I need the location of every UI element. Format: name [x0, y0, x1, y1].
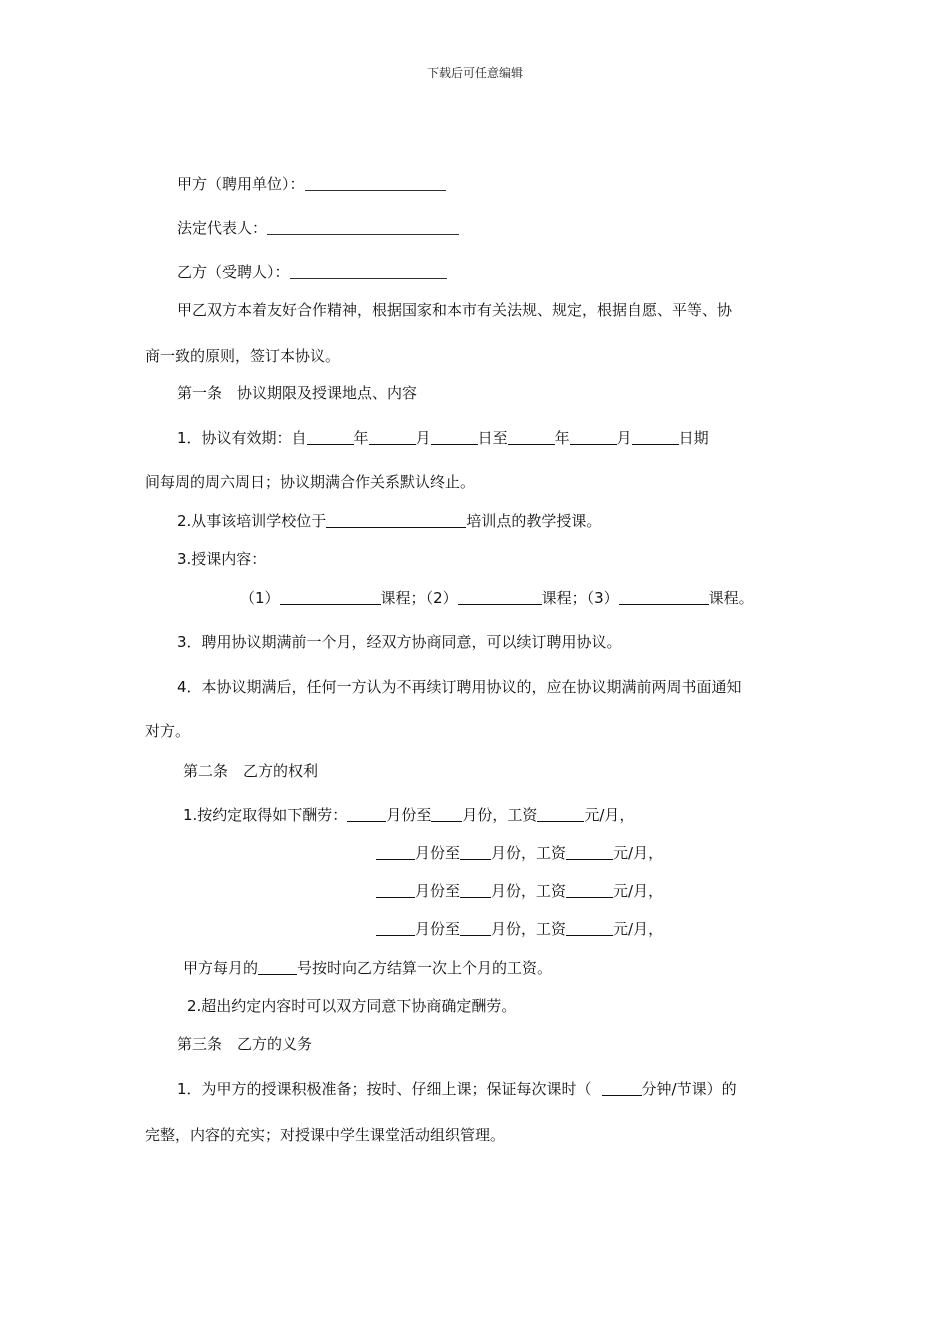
party-a-blank[interactable] — [305, 174, 446, 191]
pay-3-salary-blank[interactable] — [566, 881, 613, 898]
pay-row-4 — [376, 919, 663, 939]
location-line — [177, 511, 601, 531]
course-1-label: （1） — [240, 589, 280, 607]
legal-rep-line — [177, 218, 459, 238]
article3-title: 第三条 乙方的义务 — [177, 1035, 313, 1053]
course-2-label: （2） — [425, 589, 458, 607]
pay-4-salary-blank[interactable] — [566, 919, 613, 936]
party-a-line — [177, 174, 446, 194]
pay-row-2 — [376, 843, 663, 863]
content-label: 3.授课内容： — [177, 550, 267, 568]
renew-clause: 3．聘用协议期满前一个月，经双方协商同意，可以续订聘用协议。 — [177, 633, 622, 651]
duty-prefix: 1．为甲方的授课积极准备；按时、仔细上课；保证每次课时（ — [177, 1080, 592, 1098]
pay-4-from-blank[interactable] — [376, 919, 415, 936]
pay-2-from-label: 月份至 — [415, 844, 461, 862]
duty-suffix: 分钟/节课）的 — [641, 1080, 737, 1098]
minutes-blank[interactable] — [602, 1079, 642, 1096]
party-b-label: 乙方（受聘人）： — [177, 263, 290, 281]
year-label-1: 年 — [353, 429, 369, 447]
pay-2-unit: 元/月， — [613, 844, 664, 862]
start-year-blank[interactable] — [307, 428, 354, 445]
pay-2-from-blank[interactable] — [376, 843, 415, 860]
pay-3-unit: 元/月， — [613, 882, 664, 900]
pay-4-to-blank[interactable] — [460, 919, 491, 936]
duty-line-2: 完整，内容的充实；对授课中学生课堂活动组织管理。 — [145, 1126, 506, 1144]
pay-4-unit: 元/月， — [613, 920, 664, 938]
course-3-label: （3） — [586, 589, 619, 607]
settle-day-blank[interactable] — [258, 958, 297, 975]
pay-1-salary-blank[interactable] — [537, 805, 584, 822]
pay-2-to-blank[interactable] — [460, 843, 491, 860]
month-label-2: 月 — [616, 429, 632, 447]
party-a-label: 甲方（聘用单位）： — [177, 175, 305, 193]
course-1-blank[interactable] — [280, 588, 381, 605]
pay-1-to-label: 月份，工资 — [462, 806, 538, 824]
month-label-1: 月 — [415, 429, 431, 447]
legal-rep-label: 法定代表人： — [177, 219, 268, 237]
intro-line-2: 商一致的原则，签订本协议。 — [145, 347, 341, 365]
day-label-2: 日期 — [678, 429, 709, 447]
party-b-blank[interactable] — [290, 262, 447, 279]
extra-pay-clause: 2.超出约定内容时可以双方同意下协商确定酬劳。 — [187, 997, 517, 1015]
term-prefix: 1．协议有效期：自 — [177, 429, 307, 447]
pay-3-to-blank[interactable] — [460, 881, 491, 898]
end-day-blank[interactable] — [632, 428, 679, 445]
pay-3-from-blank[interactable] — [376, 881, 415, 898]
pay-3-from-label: 月份至 — [415, 882, 461, 900]
legal-rep-blank[interactable] — [267, 218, 459, 235]
end-year-blank[interactable] — [508, 428, 555, 445]
pay-2-to-label: 月份，工资 — [491, 844, 567, 862]
end-month-blank[interactable] — [570, 428, 617, 445]
notice-line-1: 4．本协议期满后，任何一方认为不再续订聘用协议的，应在协议期满前两周书面通知 — [177, 678, 742, 696]
pay-4-from-label: 月份至 — [415, 920, 461, 938]
pay-row-3 — [376, 881, 663, 901]
term-line — [177, 428, 709, 448]
settle-prefix: 甲方每月的 — [183, 959, 259, 977]
course-3-suffix: 课程。 — [708, 589, 754, 607]
page-header: 下载后可任意编辑 — [426, 66, 523, 80]
location-prefix: 2.从事该培训学校位于 — [177, 512, 327, 530]
course-2-blank[interactable] — [458, 588, 542, 605]
intro-line-1: 甲乙双方本着友好合作精神，根据国家和本市有关法规、规定，根据自愿、平等、协 — [177, 301, 733, 319]
pay-row-1 — [183, 805, 634, 825]
pay-1-from-label: 月份至 — [386, 806, 432, 824]
pay-prefix: 1.按约定取得如下酬劳： — [183, 806, 348, 824]
day-label-1: 日至 — [477, 429, 508, 447]
pay-1-to-blank[interactable] — [431, 805, 462, 822]
course-3-blank[interactable] — [619, 588, 709, 605]
pay-4-to-label: 月份，工资 — [491, 920, 567, 938]
article2-title: 第二条 乙方的权利 — [183, 762, 319, 780]
settle-suffix: 号按时向乙方结算一次上个月的工资。 — [297, 959, 553, 977]
pay-3-to-label: 月份，工资 — [491, 882, 567, 900]
location-blank[interactable] — [326, 511, 466, 528]
notice-line-2: 对方。 — [145, 722, 191, 740]
party-b-line — [177, 262, 447, 282]
start-day-blank[interactable] — [431, 428, 478, 445]
pay-1-unit: 元/月， — [584, 806, 635, 824]
courses-line — [240, 588, 754, 608]
pay-1-from-blank[interactable] — [347, 805, 386, 822]
pay-2-salary-blank[interactable] — [566, 843, 613, 860]
term-line-2: 间每周的周六周日；协议期满合作关系默认终止。 — [145, 473, 476, 491]
article1-title: 第一条 协议期限及授课地点、内容 — [177, 384, 418, 402]
location-suffix: 培训点的教学授课。 — [466, 512, 602, 530]
settle-line — [183, 958, 552, 978]
start-month-blank[interactable] — [369, 428, 416, 445]
duty-line-1 — [177, 1079, 737, 1099]
course-1-suffix: 课程； — [380, 589, 426, 607]
course-2-suffix: 课程； — [541, 589, 587, 607]
year-label-2: 年 — [554, 429, 570, 447]
